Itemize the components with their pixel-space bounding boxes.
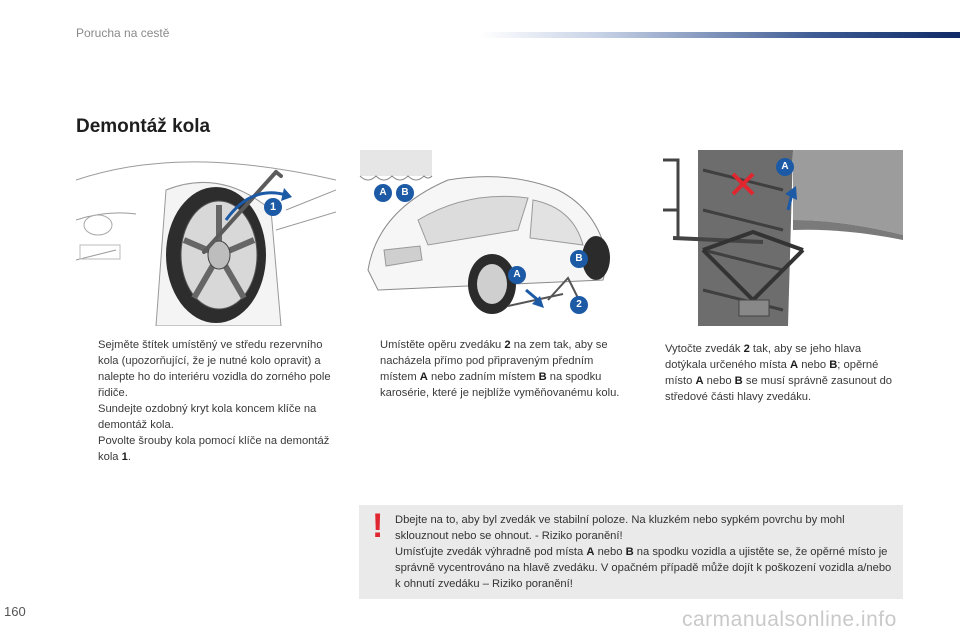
callout-badge: 2 — [570, 296, 588, 314]
callout-badge: B — [570, 250, 588, 268]
step-item: Umístěte opěru zvedáku 2 na zem tak, aby se nacházela přímo pod připraveným předním místem A nebo zadním místem B na spodku karosérie, které je nejblíže vyměňovanému kolu. — [380, 339, 620, 399]
instruction-column-3 — [643, 341, 905, 405]
callout-badge: A — [374, 184, 392, 202]
warning-note — [359, 505, 903, 599]
figure-car-jack-points — [358, 150, 616, 326]
exclamation-icon: ! — [372, 507, 384, 545]
figure-jack-closeup — [643, 150, 903, 326]
step-item: Sundejte ozdobný kryt kola koncem klíče na demontáž kola. — [98, 403, 317, 431]
instruction-column-2 — [358, 337, 620, 401]
callout-badge: 1 — [264, 198, 282, 216]
step-item: Vytočte zvedák 2 tak, aby se jeho hlava dotýkala určeného místa A nebo B; opěrné místo A nebo B se musí správně zasunout do středové části hlavy zvedáku. — [665, 343, 893, 403]
section-title: Demontáž kola — [76, 116, 211, 137]
callout-badge: A — [776, 158, 794, 176]
running-header: Porucha na cestě — [76, 26, 170, 40]
step-item: Sejměte štítek umístěný ve středu rezervního kola (upozorňující, že je nutné kolo opravit) a nalepte ho do interiéru vozidla do zorného pole řidiče. — [98, 339, 331, 399]
header-gradient-rule — [480, 32, 960, 38]
watermark-text: carmanualsonline.info — [682, 608, 897, 631]
callout-badge: A — [508, 266, 526, 284]
instruction-column-1 — [76, 337, 338, 465]
callout-badge: B — [396, 184, 414, 202]
figure-wheel-wrench — [76, 150, 336, 326]
page-number: 160 — [4, 604, 26, 619]
step-item: Povolte šrouby kola pomocí klíče na demontáž kola 1. — [98, 435, 330, 463]
warning-text: Dbejte na to, aby byl zvedák ve stabilní poloze. Na kluzkém nebo sypkém povrchu by mohl sklouznout nebo se ohnout. - Riziko poranění! Umísťujte zvedák výhradně pod místa A nebo B na spodku vozidla a ujistěte se, že opěrné místo je správně vycentrováno na hlavě zvedáku. V opačném případě může dojít k poškození vozidla a/nebo k ohnutí zvedáku – Riziko poranění! — [395, 514, 892, 590]
